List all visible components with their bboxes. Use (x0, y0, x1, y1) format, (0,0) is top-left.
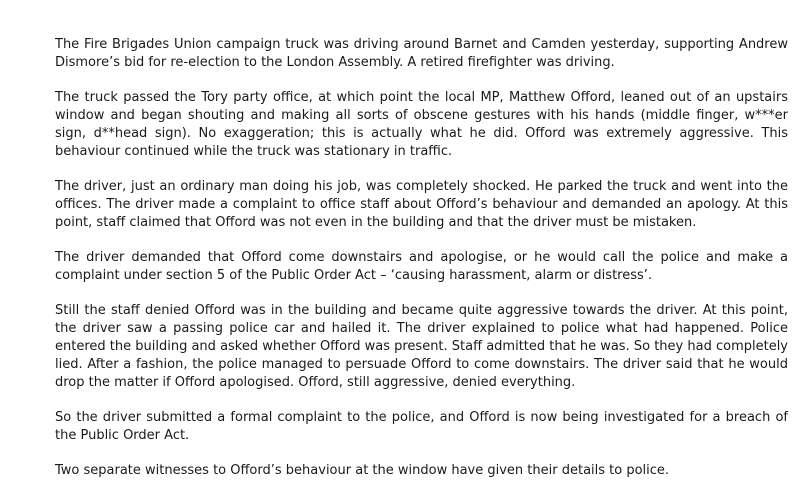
paragraph-5: Still the staff denied Offord was in the building and became quite aggressive towards the driver. At this point, the driver saw a passing police car and hailed it. The driver explained to police what had happened. Police entered the building and asked whether Offord was present. Staff admitted that he was. So they had completely lied. After a fashion, the police managed to persuade Offord to come downstairs. The driver said that he would drop the matter if Offord apologised. Offord, still aggressive, denied everything. (55, 303, 788, 390)
paragraph-6: So the driver submitted a formal complaint to the police, and Offord is now being investigated for a breach of the Public Order Act. (55, 410, 788, 443)
document-body (55, 36, 788, 497)
paragraph-7: Two separate witnesses to Offord’s behaviour at the window have given their details to police. (55, 463, 670, 478)
paragraph-2: The truck passed the Tory party office, at which point the local MP, Matthew Offord, leaned out of an upstairs window and began shouting and making all sorts of obscene gestures with his hands (middle finger, w***er sign, d**head sign). No exaggeration; this is actually what he did. Offord was extremely aggressive. This behaviour continued while the truck was stationary in traffic. (55, 90, 788, 159)
paragraph-1: The Fire Brigades Union campaign truck was driving around Barnet and Camden yesterday, supporting Andrew Dismore’s bid for re-election to the London Assembly. A retired firefighter was driving. (55, 37, 788, 70)
paragraph-3: The driver, just an ordinary man doing his job, was completely shocked. He parked the truck and went into the offices. The driver made a complaint to office staff about Offord’s behaviour and demanded an apology. At this point, staff claimed that Offord was not even in the building and that the driver must be mistaken. (55, 179, 788, 230)
paragraph-4: The driver demanded that Offord come downstairs and apologise, or he would call the police and make a complaint under section 5 of the Public Order Act – ‘causing harassment, alarm or distress’. (55, 250, 788, 283)
